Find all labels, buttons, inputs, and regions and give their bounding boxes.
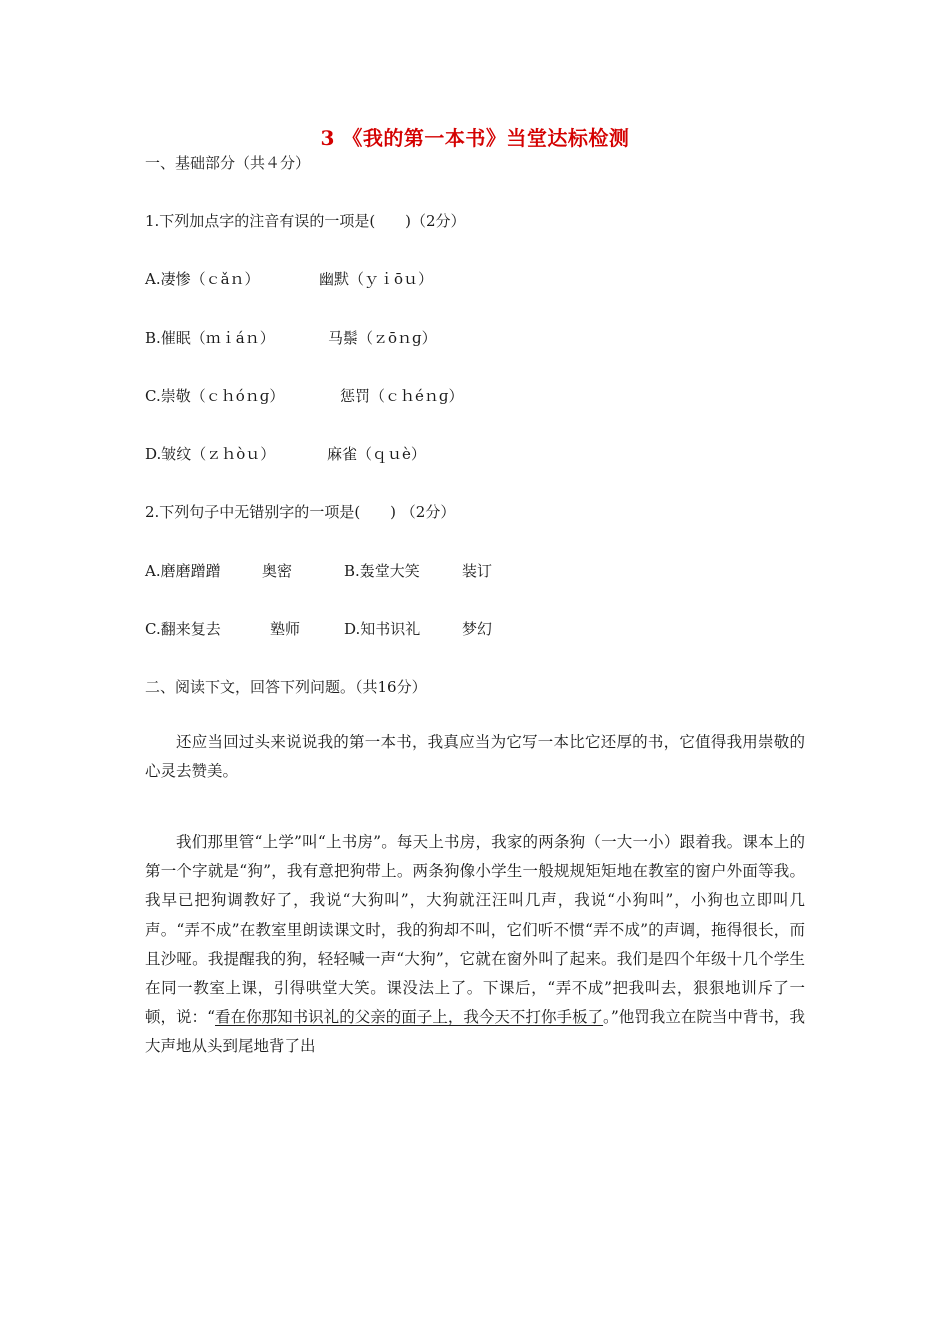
- q2-option-d-word2: 梦幻: [462, 620, 493, 638]
- reading-paragraph-2: [145, 828, 805, 1062]
- paragraph-2-tail: 。”他罚我立在院当中背书，我大声地从头到尾地背了出: [145, 1008, 805, 1056]
- q1-option-c-word2: 惩罚（ｃｈéｎɡ）: [340, 387, 464, 405]
- section1-heading: 一、基础部分（共４分）: [145, 154, 311, 172]
- paragraph-2-text: 我们那里管“上学”叫“上书房”。每天上书房，我家的两条狗（一大一小）跟着我。课本上的第一个字就是“狗”，我有意把狗带上。两条狗像小学生一般规规矩矩地在教室的窗户外面等我。我早已把狗调教好了，我说“大狗叫”，大狗就汪汪叫几声，我说“小狗叫”，小狗也立即叫几声。“弄不成”在教室里朗读课文时，我的狗却不叫，它们听不惯“弄不成”的声调，拖得很长，而且沙哑。我提醒我的狗，轻轻喊一声“大狗”，它就在窗外叫了起来。我们是四个年级十几个学生在同一教室上课，引得哄堂大笑。课没法上了。下课后，“弄不成”把我叫去，狠狠地训斥了一顿，说：“: [145, 833, 805, 1027]
- q1-option-a: A.凄惨（ｃǎｎ）: [145, 270, 260, 288]
- question2-stem: 2.下列句子中无错别字的一项是( ) （2分）: [145, 503, 456, 521]
- q1-option-a-word2: 幽默（ｙｉōｕ）: [319, 270, 434, 288]
- q1-option-d-word2: 麻雀（ｑｕè）: [327, 445, 426, 463]
- q1-option-b: B.催眠（ｍｉáｎ）: [145, 329, 275, 347]
- question1-stem: 1.下列加点字的注音有误的一项是( )（2分）: [145, 212, 466, 230]
- q2-option-a: A.磨磨蹭蹭: [145, 562, 221, 580]
- q2-option-b-word2: 装订: [462, 562, 493, 580]
- section2-heading: 二、阅读下文，回答下列问题。（共16分）: [145, 678, 427, 696]
- underlined-sentence: 看在你那知书识礼的父亲的面子上，我今天不打你手板了: [215, 1008, 604, 1027]
- q1-option-c: C.崇敬（ｃｈóｎɡ）: [145, 387, 285, 405]
- q1-option-b-word2: 马鬃（ｚōｎɡ）: [328, 329, 437, 347]
- reading-paragraph-1: 还应当回过头来说说我的第一本书，我真应当为它写一本比它还厚的书，它值得我用崇敬的心灵去赞美。: [145, 733, 805, 781]
- q2-option-c: C.翻来复去: [145, 620, 221, 638]
- q2-option-a-word2: 奥密: [262, 562, 293, 580]
- q1-option-d: D.皱纹（ｚｈòｕ）: [145, 445, 276, 463]
- q2-option-d: D.知书识礼: [344, 620, 421, 638]
- q2-option-c-word2: 塾师: [270, 620, 301, 638]
- q2-option-b: B.轰堂大笑: [344, 562, 420, 580]
- page-title: 3 《我的第一本书》当堂达标检测: [320, 126, 630, 150]
